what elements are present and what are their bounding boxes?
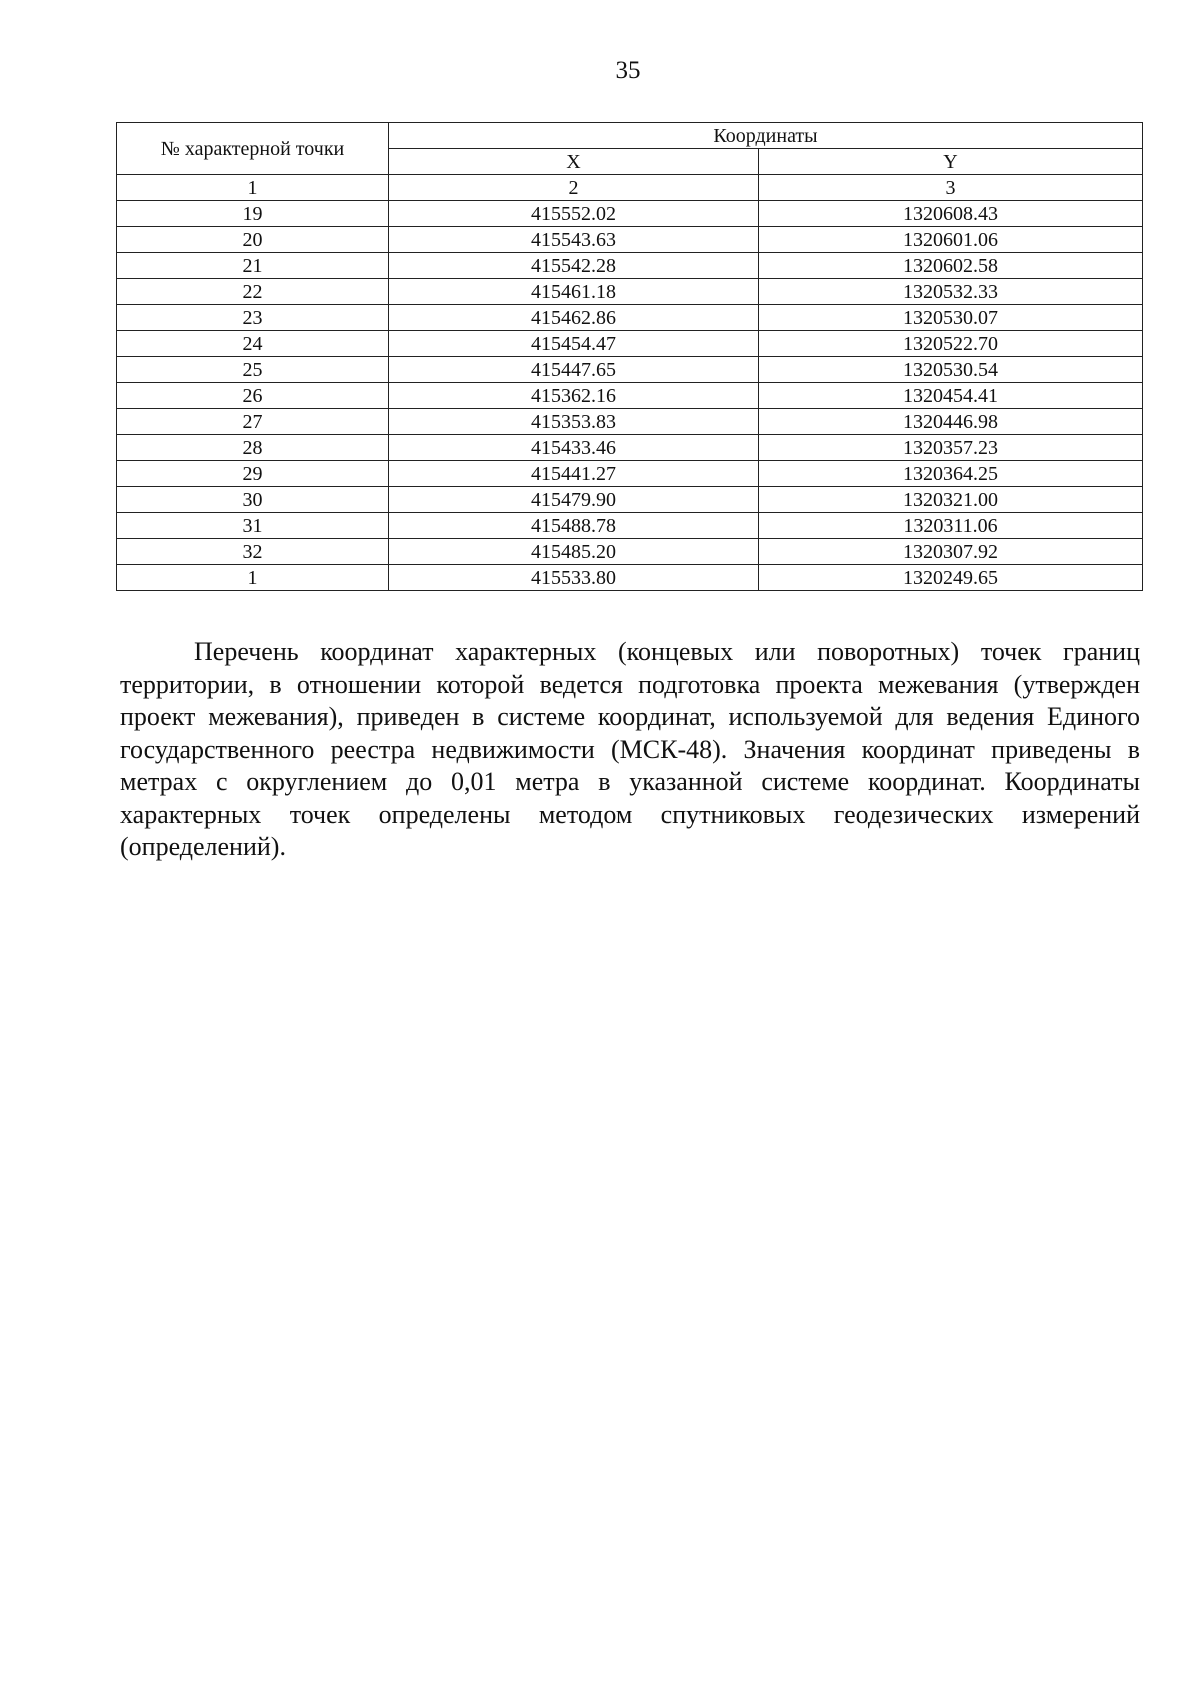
table-row (117, 487, 1143, 513)
y-coordinate-cell: 1320307.92 (759, 539, 1143, 565)
y-coordinate-cell: 1320530.07 (759, 305, 1143, 331)
x-coordinate-cell: 415447.65 (389, 357, 759, 383)
table-row (117, 357, 1143, 383)
point-number-cell: 21 (117, 253, 389, 279)
coordinates-table (116, 122, 1143, 591)
x-coordinate-cell: 415533.80 (389, 565, 759, 591)
column-number-row (117, 175, 1143, 201)
point-number-cell: 22 (117, 279, 389, 305)
x-coordinate-cell: 415433.46 (389, 435, 759, 461)
point-number-cell: 26 (117, 383, 389, 409)
point-number-cell: 31 (117, 513, 389, 539)
point-number-cell: 20 (117, 227, 389, 253)
y-coordinate-cell: 1320530.54 (759, 357, 1143, 383)
point-number-cell: 1 (117, 565, 389, 591)
column-number: 2 (389, 175, 759, 201)
y-coordinate-cell: 1320249.65 (759, 565, 1143, 591)
coordinates-description-paragraph: Перечень координат характерных (концевых или поворотных) точек границ территории, в отношении которой ведется подготовка проекта межевания (утвержден проект межевания), приведен в системе координат, используемой для ведения Единого государственного реестра недвижимости (МСК-48). Значения координат приведены в метрах с округлением до 0,01 метра в указанной системе координат. Координаты характерных точек определены методом спутниковых геодезических измерений (определений). (120, 637, 1140, 861)
x-coordinate-cell: 415461.18 (389, 279, 759, 305)
x-header: X (389, 149, 759, 175)
table-row (117, 331, 1143, 357)
y-header: Y (759, 149, 1143, 175)
point-number-cell: 29 (117, 461, 389, 487)
x-coordinate-cell: 415488.78 (389, 513, 759, 539)
point-number-cell: 32 (117, 539, 389, 565)
y-coordinate-cell: 1320357.23 (759, 435, 1143, 461)
table-row (117, 201, 1143, 227)
y-coordinate-cell: 1320608.43 (759, 201, 1143, 227)
x-coordinate-cell: 415454.47 (389, 331, 759, 357)
table-row (117, 253, 1143, 279)
table-row (117, 435, 1143, 461)
point-number-cell: 30 (117, 487, 389, 513)
table-row (117, 279, 1143, 305)
point-number-cell: 23 (117, 305, 389, 331)
x-coordinate-cell: 415479.90 (389, 487, 759, 513)
table-row (117, 565, 1143, 591)
y-coordinate-cell: 1320454.41 (759, 383, 1143, 409)
y-coordinate-cell: 1320522.70 (759, 331, 1143, 357)
y-coordinate-cell: 1320602.58 (759, 253, 1143, 279)
table-row (117, 227, 1143, 253)
y-coordinate-cell: 1320321.00 (759, 487, 1143, 513)
x-coordinate-cell: 415543.63 (389, 227, 759, 253)
table-row (117, 383, 1143, 409)
x-coordinate-cell: 415441.27 (389, 461, 759, 487)
point-number-cell: 27 (117, 409, 389, 435)
point-number-cell: 25 (117, 357, 389, 383)
column-number: 3 (759, 175, 1143, 201)
table-row (117, 539, 1143, 565)
point-number-cell: 19 (117, 201, 389, 227)
x-coordinate-cell: 415552.02 (389, 201, 759, 227)
y-coordinate-cell: 1320446.98 (759, 409, 1143, 435)
x-coordinate-cell: 415353.83 (389, 409, 759, 435)
table-row (117, 461, 1143, 487)
coordinates-group-header: Координаты (389, 123, 1143, 149)
table-header-row (117, 123, 1143, 149)
x-coordinate-cell: 415485.20 (389, 539, 759, 565)
x-coordinate-cell: 415362.16 (389, 383, 759, 409)
table-row (117, 409, 1143, 435)
page-number: 35 (615, 57, 641, 84)
table-row (117, 513, 1143, 539)
y-coordinate-cell: 1320532.33 (759, 279, 1143, 305)
point-number-header: № характерной точки (117, 123, 389, 175)
y-coordinate-cell: 1320601.06 (759, 227, 1143, 253)
x-coordinate-cell: 415542.28 (389, 253, 759, 279)
point-number-cell: 28 (117, 435, 389, 461)
column-number: 1 (117, 175, 389, 201)
y-coordinate-cell: 1320311.06 (759, 513, 1143, 539)
point-number-cell: 24 (117, 331, 389, 357)
y-coordinate-cell: 1320364.25 (759, 461, 1143, 487)
table-row (117, 305, 1143, 331)
x-coordinate-cell: 415462.86 (389, 305, 759, 331)
